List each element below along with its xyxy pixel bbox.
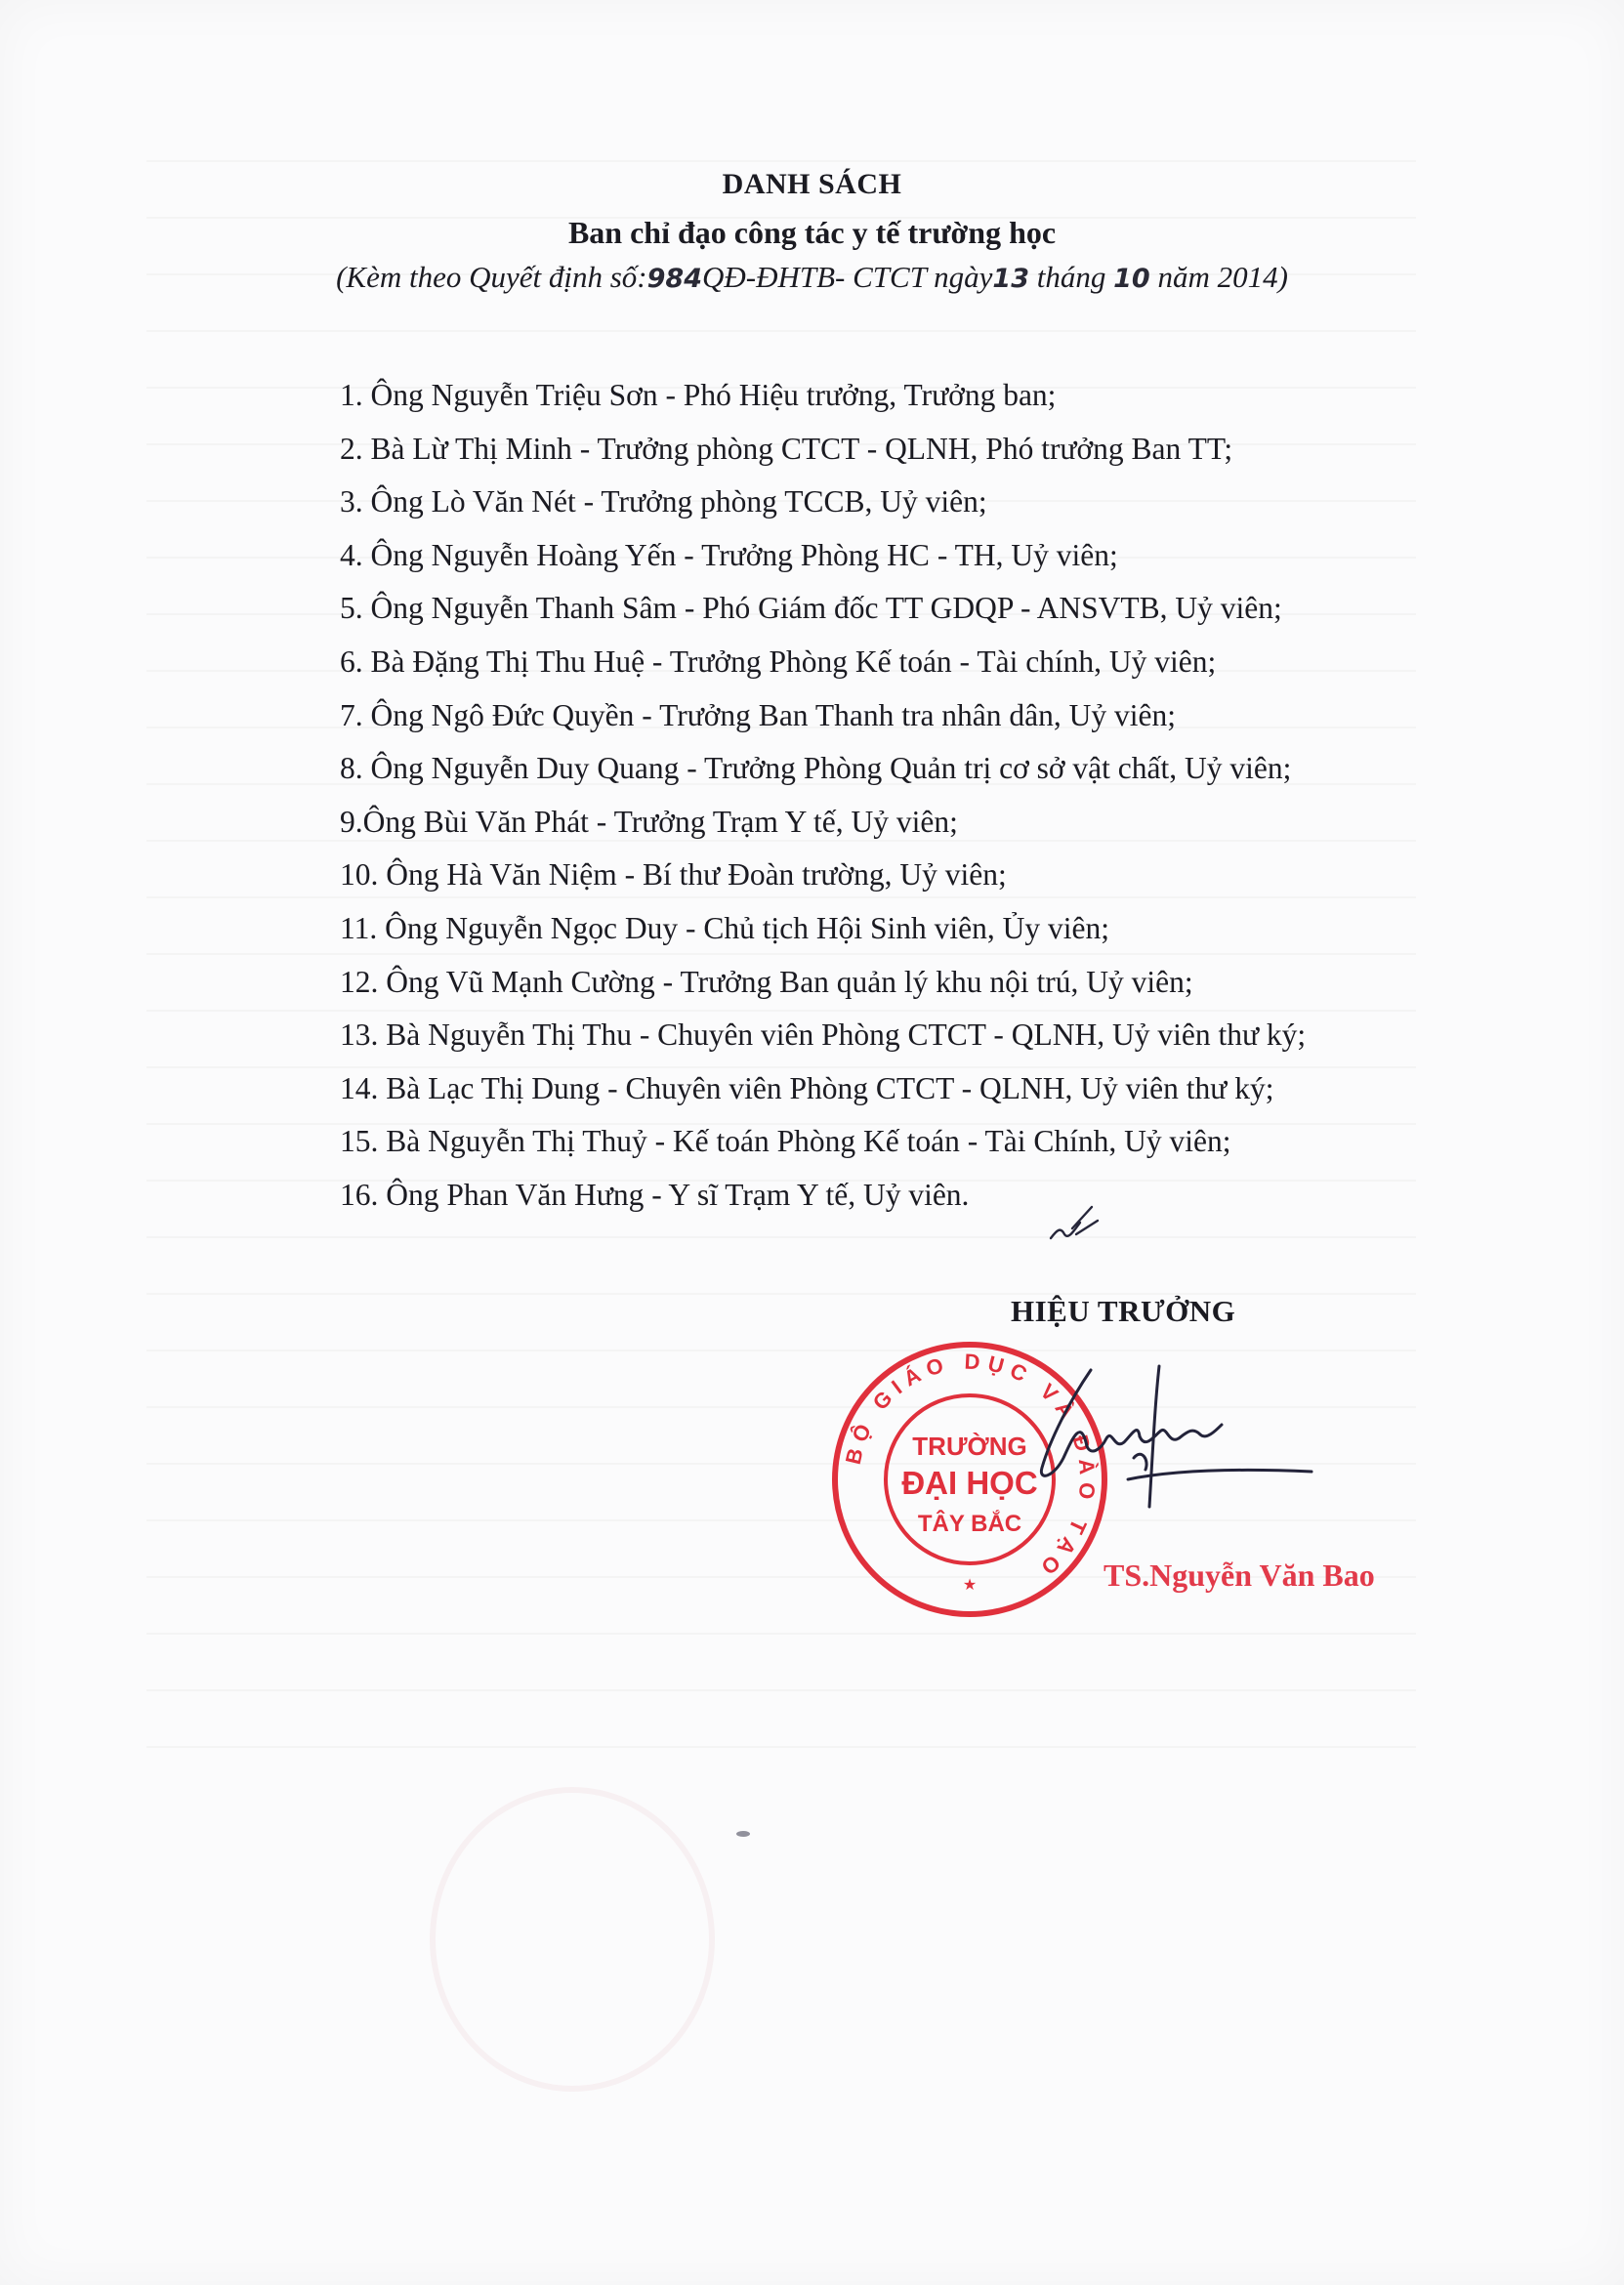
handwritten-signature (1030, 1362, 1323, 1518)
initial-tick-mark (1047, 1201, 1105, 1248)
signatory-title: HIỆU TRƯỞNG (1011, 1294, 1236, 1328)
seal-line-1: TRƯỜNG (912, 1432, 1027, 1461)
member-item: 15. Bà Nguyễn Thị Thuỷ - Kế toán Phòng Kế toán - Tài Chính, Uỷ viên; (340, 1124, 1231, 1159)
ref-middle: QĐ-ĐHTB- CTCT ngày (702, 260, 993, 294)
document-title: DANH SÁCH (722, 168, 902, 200)
ref-year: năm 2014) (1149, 260, 1288, 294)
member-item: 14. Bà Lạc Thị Dung - Chuyên viên Phòng CTCT - QLNH, Uỷ viên thư ký; (340, 1070, 1274, 1105)
seal-line-2: ĐẠI HỌC (901, 1465, 1038, 1501)
member-item: 11. Ông Nguyễn Ngọc Duy - Chủ tịch Hội Sinh viên, Ủy viên; (340, 910, 1110, 945)
member-item: 12. Ông Vũ Mạnh Cường - Trưởng Ban quản lý khu nội trú, Uỷ viên; (340, 964, 1193, 999)
member-item: 9.Ông Bùi Văn Phát - Trưởng Trạm Y tế, Uỷ viên; (340, 804, 958, 839)
member-item: 1. Ông Nguyễn Triệu Sơn - Phó Hiệu trưởng, Trưởng ban; (340, 378, 1057, 412)
member-item: 10. Ông Hà Văn Niệm - Bí thư Đoàn trường, Uỷ viên; (340, 857, 1007, 893)
ref-prefix: (Kèm theo Quyết định số: (336, 260, 647, 294)
member-item: 7. Ông Ngô Đức Quyền - Trưởng Ban Thanh tra nhân dân, Uỷ viên; (340, 697, 1176, 732)
decision-reference (0, 260, 1624, 295)
member-item: 16. Ông Phan Văn Hưng - Y sĩ Trạm Y tế, Uỷ viên. (340, 1177, 970, 1212)
member-item: 13. Bà Nguyễn Thị Thu - Chuyên viên Phòng CTCT - QLNH, Uỷ viên thư ký; (340, 1018, 1307, 1053)
handwritten-month: 10 (1113, 264, 1150, 294)
ink-speck (736, 1831, 750, 1837)
seal-ring-text: BỘ GIÁO DỤC VÀ ĐÀO TẠO (840, 1349, 1101, 1585)
seal-line-3: TÂY BẮC (917, 1511, 1022, 1537)
member-item: 5. Ông Nguyễn Thanh Sâm - Phó Giám đốc TT GDQP - ANSVTB, Uỷ viên; (340, 591, 1282, 626)
signer-name: TS.Nguyễn Văn Bao (1103, 1558, 1375, 1593)
member-item: 6. Bà Đặng Thị Thu Huệ - Trưởng Phòng Kế toán - Tài chính, Uỷ viên; (340, 644, 1217, 679)
member-item: 8. Ông Nguyễn Duy Quang - Trưởng Phòng Quản trị cơ sở vật chất, Uỷ viên; (340, 751, 1292, 786)
back-page-seal-bleed (430, 1787, 715, 2092)
seal-star-icon: ★ (962, 1577, 978, 1594)
handwritten-decision-number: 984 (646, 264, 702, 294)
document-subtitle: Ban chỉ đạo công tác y tế trường học (567, 215, 1057, 250)
member-item: 2. Bà Lừ Thị Minh - Trưởng phòng CTCT - QLNH, Phó trưởng Ban TT; (340, 431, 1233, 466)
member-item: 3. Ông Lò Văn Nét - Trưởng phòng TCCB, Uỷ viên; (340, 484, 987, 519)
handwritten-day: 13 (992, 264, 1029, 294)
member-item: 4. Ông Nguyễn Hoàng Yến - Trưởng Phòng HC - TH, Uỷ viên; (340, 537, 1118, 572)
ref-month-label: tháng (1028, 260, 1114, 294)
member-list (340, 369, 1306, 1223)
